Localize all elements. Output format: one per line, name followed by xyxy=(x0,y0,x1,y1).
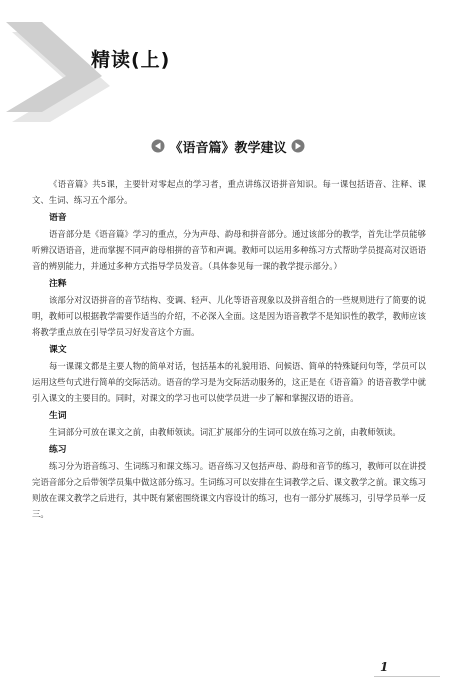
footer-rule xyxy=(374,676,440,677)
chapter-title: 精读(上) xyxy=(91,49,171,71)
subheading-text: 课文 xyxy=(49,345,67,355)
arrow-right-icon xyxy=(291,139,305,153)
arrow-left-icon xyxy=(151,139,165,153)
subheading-pronunciation: 语音 xyxy=(49,213,67,223)
subheading-vocabulary: 生词 xyxy=(49,411,67,421)
paragraph-vocabulary: 生词部分可放在课文之前，由教师领读。词汇扩展部分的生词可以放在练习之前，由教师领读。 xyxy=(49,427,401,437)
paragraph-exercises: 练习分为语音练习、生词练习和课文练习。语音练习又包括声母、韵母和音节的练习，教师可以在讲授完语音部分之后带领学员集中做这部分练习。生词练习可以安排在生词教学之后、课文教学之前。课文练习则放在课文教学之后进行，其中既有紧密围绕课文内容设计的练习，也有一部分扩展练习，引导学员举一反三。 xyxy=(32,461,426,519)
subheading-notes: 注释 xyxy=(49,279,67,289)
section-heading: 《语音篇》教学建议 xyxy=(169,140,287,156)
paragraph-notes: 该部分对汉语拼音的音节结构、变调、轻声、儿化等语音现象以及拼音组合的一些规则进行了简要的说明，教师可以根据教学需要作适当的介绍，不必深入全面。这是因为语音教学不是知识性的教学，教师应该将教学重点放在引导学员习好发音这个方面。 xyxy=(32,295,426,337)
paragraph-text: 每一课课文都是主要人物的简单对话，包括基本的礼貌用语、问候语、简单的特殊疑问句等，学员可以运用这些句式进行简单的交际活动。语音的学习是为交际活动服务的，这正是在《语音篇》的语音教学中就引入课文的主要目的。同时，对课文的学习也可以使学员进一步了解和掌握汉语的语音。 xyxy=(32,361,426,403)
section-banner xyxy=(120,136,336,156)
paragraph-pronunciation: 语音部分是《语音篇》学习的重点，分为声母、韵母和拼音部分。通过该部分的教学，首先让学员能够听辨汉语语音，进而掌握不同声韵母相拼的音节和声调。教师可以运用多种练习方式帮助学员提高对汉语语音的辨别能力，并通过多种方式指导学员发音。（具体参见每一课的教学提示部分。） xyxy=(32,229,426,271)
intro-paragraph: 《语音篇》共5课，主要针对零起点的学习者，重点讲练汉语拼音知识。每一课包括语音、注释、课文、生词、练习五个部分。 xyxy=(32,179,426,205)
page-number: 1 xyxy=(380,660,389,674)
chapter-arrow-graphic xyxy=(6,22,118,126)
body-text xyxy=(32,176,426,522)
subheading-exercises: 练习 xyxy=(49,445,67,455)
